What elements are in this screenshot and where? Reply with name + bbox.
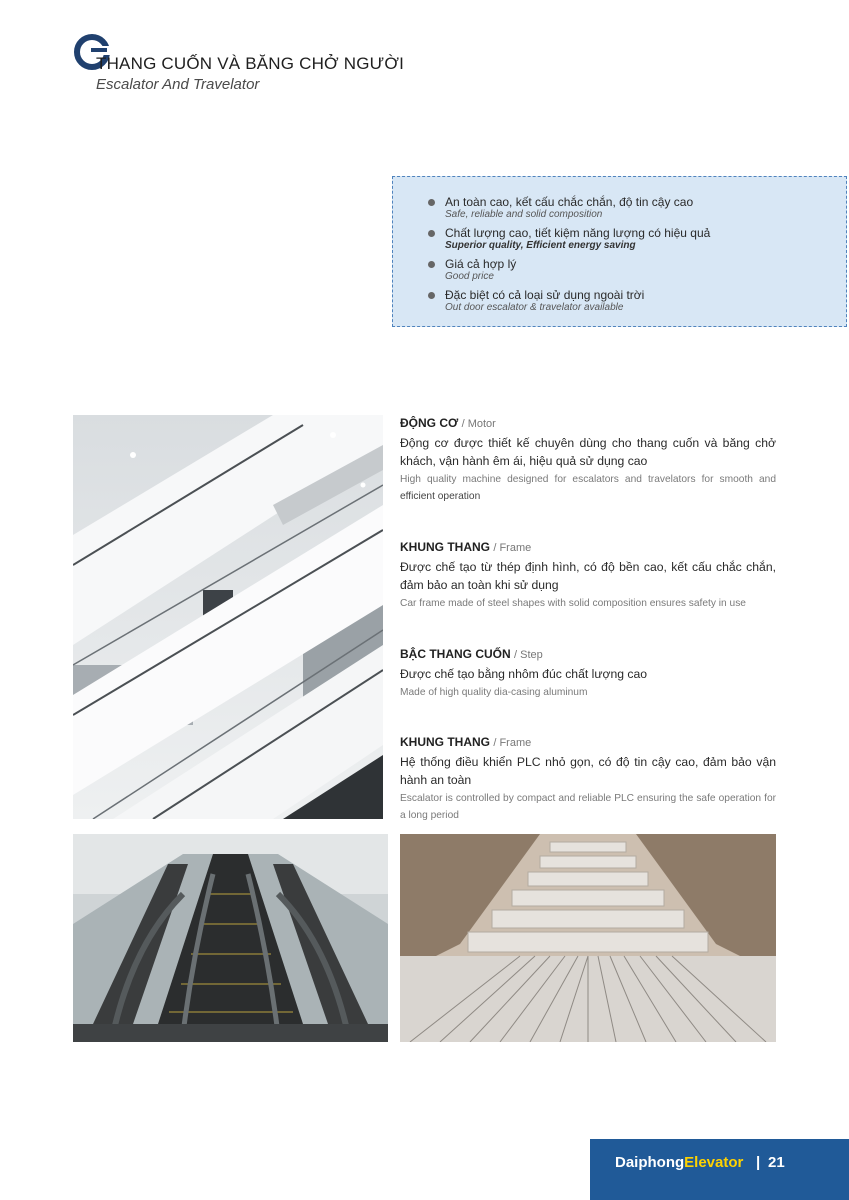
spec-desc-en-main: High quality machine designed for escalators and travelators for smooth and [400,474,776,485]
spec-step [400,646,776,701]
spec-title-en: / Frame [493,737,532,749]
feature-item [445,226,835,252]
spec-desc-vi: Được chế tạo từ thép định hình, có độ bền cao, kết cấu chắc chắn, đảm bảo an toàn khi sử dụng [400,560,776,592]
feature-en: Out door escalator & travelator available [445,302,624,313]
spec-desc-vi: Động cơ được thiết kế chuyên dùng cho thang cuốn và băng chở khách, vận hành êm ái, hiệu quả sử dụng cao [400,436,776,468]
bullet-icon [428,292,435,299]
spec-desc-en: Made of high quality dia-casing aluminum [400,687,588,698]
spec-desc-en: Escalator is controlled by compact and reliable PLC ensuring the safe operation for a long period [400,793,776,821]
spec-frame [400,539,776,612]
spec-title-vi: KHUNG THANG [400,540,490,554]
feature-vi: An toàn cao, kết cấu chắc chắn, độ tin cậy cao [445,195,694,209]
feature-en: Safe, reliable and solid composition [445,209,603,220]
spec-title [400,646,776,663]
footer-bar [590,1139,849,1200]
spec-title-en: / Step [514,649,543,661]
spec-desc-en-tail: efficient operation [400,491,481,502]
page-subtitle: Escalator And Travelator [96,76,260,93]
escalator-front-photo [73,834,388,1042]
feature-item [445,195,835,221]
feature-en: Superior quality, Efficient energy saving [445,240,636,251]
feature-vi: Đặc biệt có cả loại sử dụng ngoài trời [445,288,645,302]
footer-separator: | [756,1154,761,1171]
spec-title [400,734,776,751]
spec-title [400,415,776,432]
spec-title-vi: ĐỘNG CƠ [400,416,459,430]
escalator-steps-photo [400,834,776,1042]
spec-title-vi: BẬC THANG CUỐN [400,647,511,661]
bullet-icon [428,261,435,268]
feature-vi: Chất lượng cao, tiết kiệm năng lượng có hiệu quả [445,226,711,240]
page-title: THANG CUỐN VÀ BĂNG CHỞ NGƯỜI [96,54,405,73]
spec-motor [400,415,776,505]
spec-title-en: / Motor [461,418,496,430]
spec-control [400,734,776,824]
feature-vi: Giá cả hợp lý [445,257,517,271]
spec-desc-en: Car frame made of steel shapes with solid composition ensures safety in use [400,598,746,609]
spec-title-vi: KHUNG THANG [400,735,490,749]
spec-title-en: / Frame [493,542,532,554]
spec-desc-vi: Được chế tạo bằng nhôm đúc chất lượng cao [400,667,648,681]
feature-item [445,288,835,314]
bullet-icon [428,199,435,206]
escalator-atrium-photo [73,415,383,819]
brand-main: Daiphong [615,1154,685,1171]
feature-item [445,257,835,283]
bullet-icon [428,230,435,237]
page-number: 21 [768,1154,785,1171]
spec-desc-en [400,471,776,505]
features-box [392,176,847,327]
footer-brand [615,1154,743,1171]
brand-accent: Elevator [684,1154,744,1171]
spec-title [400,539,776,556]
feature-en: Good price [445,271,494,282]
spec-desc-vi: Hệ thống điều khiển PLC nhỏ gọn, có độ tin cậy cao, đảm bảo vận hành an toàn [400,755,776,787]
